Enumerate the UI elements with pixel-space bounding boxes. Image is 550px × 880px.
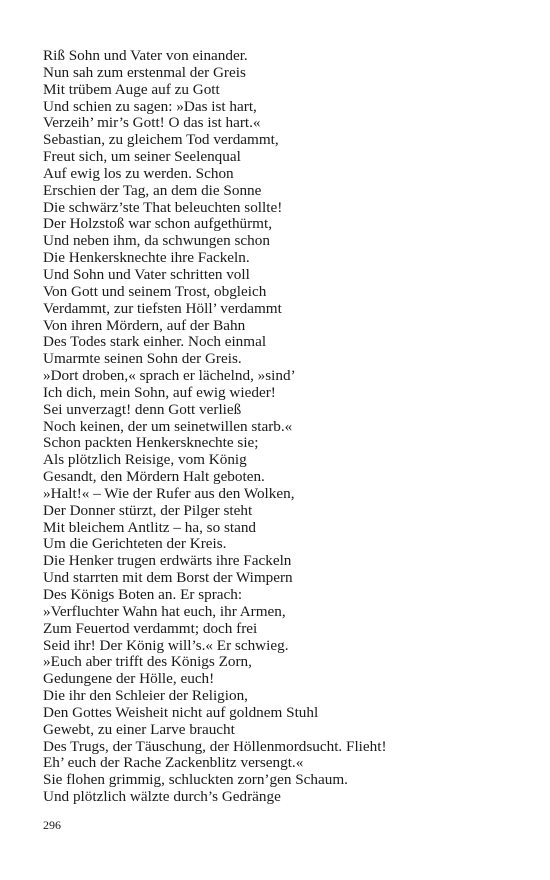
poem-line: Verzeih’ mir’s Gott! O das ist hart.« [43,114,261,132]
poem-line: Die schwärz’ste That beleuchten sollte! [43,198,283,216]
poem-line: Als plötzlich Reisige, vom König [43,451,247,469]
poem-line: Die Henkersknechte ihre Fackeln. [43,249,250,267]
poem-line: Noch keinen, der um seinetwillen starb.« [43,417,293,435]
poem-line: Eh’ euch der Rache Zackenblitz versengt.« [43,754,304,772]
poem-line: Der Donner stürzt, der Pilger steht [43,501,253,519]
poem-line: Von ihren Mördern, auf der Bahn [43,316,246,334]
poem-line: Des Königs Boten an. Er sprach: [43,586,243,603]
poem-text [43,48,523,806]
poem-line: Mit bleichem Antlitz – ha, so stand [43,518,257,536]
poem-line: Und plötzlich wälzte durch’s Gedränge [43,788,281,806]
poem-line: Riß Sohn und Vater von einander. [43,47,248,64]
poem-line: Der Holzstoß war schon aufgethürmt, [43,215,273,233]
poem-line: Nun sah zum erstenmal der Greis [43,63,246,81]
poem-line: Erschien der Tag, an dem die Sonne [43,181,262,199]
poem-line: Und starrten mit dem Borst der Wimpern [43,569,293,587]
poem-line: Schon packten Henkersknechte sie; [43,434,259,452]
poem-line: Ich dich, mein Sohn, auf ewig wieder! [43,383,276,401]
poem-line: Die Henker trugen erdwärts ihre Fackeln [43,552,292,570]
poem-line: Und schien zu sagen: »Das ist hart, [43,97,257,115]
poem-line: Von Gott und seinem Trost, obgleich [43,282,267,300]
poem-line: Gedungene der Hölle, euch! [43,670,215,688]
poem-line: Und neben ihm, da schwungen schon [43,232,270,250]
poem-line: »Euch aber trifft des Königs Zorn, [43,653,252,671]
poem-line: Sebastian, zu gleichem Tod verdammt, [43,131,279,149]
poem-line: Den Gottes Weisheit nicht auf goldnem Stuhl [43,703,319,721]
poem-line: Freut sich, um seiner Seelenqual [43,148,241,166]
poem-line: Auf ewig los zu werden. Schon [43,164,234,182]
poem-line: Um die Gerichteten der Kreis. [43,535,227,553]
poem-line: »Dort droben,« sprach er lächelnd, »sind’ [43,367,296,385]
poem-line: Verdammt, zur tiefsten Höll’ verdammt [43,299,282,317]
poem-line: Sei unverzagt! denn Gott verließ [43,400,242,418]
poem-line: Gewebt, zu einer Larve braucht [43,720,235,738]
page-number: 296 [43,818,61,832]
poem-line: Zum Feuertod verdammt; doch frei [43,619,258,637]
poem-line: »Halt!« – Wie der Rufer aus den Wolken, [43,484,295,502]
poem-line: Die ihr den Schleier der Religion, [43,687,248,705]
poem-line: »Verfluchter Wahn hat euch, ihr Armen, [43,602,286,620]
poem-line: Des Trugs, der Täuschung, der Höllenmordsucht. Flieht! [43,737,387,755]
poem-line: Mit trübem Auge auf zu Gott [43,80,220,98]
poem-line: Sie flohen grimmig, schluckten zorn’gen Schaum. [43,771,348,789]
poem-line: Und Sohn und Vater schritten voll [43,265,250,283]
poem-line: Gesandt, den Mördern Halt geboten. [43,468,265,486]
poem-line: Seid ihr! Der König will’s.« Er schwieg. [43,636,289,654]
poem-line: Umarmte seinen Sohn der Greis. [43,350,242,368]
poem-line: Des Todes stark einher. Noch einmal [43,333,267,351]
